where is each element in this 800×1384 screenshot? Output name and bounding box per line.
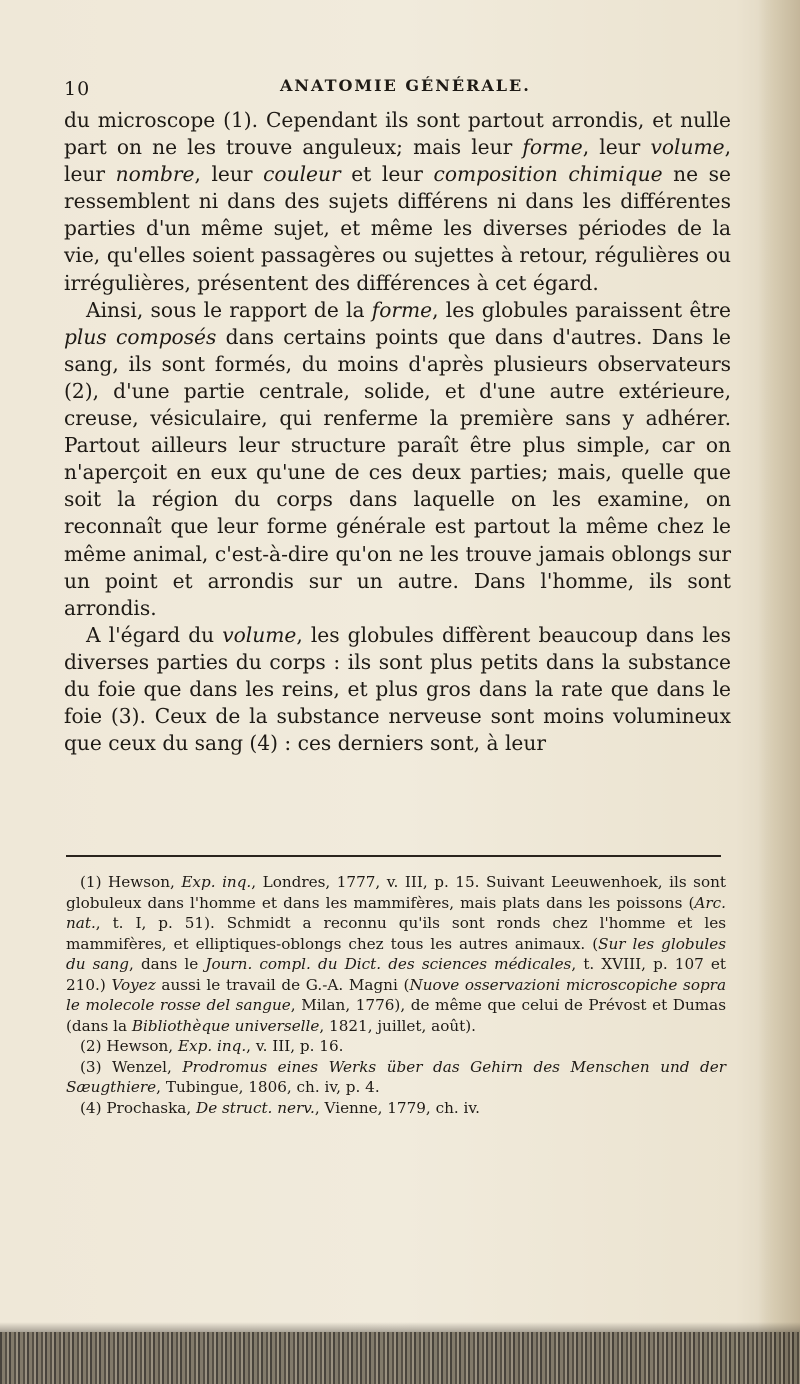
paragraph-2: Ainsi, sous le rapport de la forme, les globules paraissent être plus composés dans certains points que dans d'autres. Dans le sang, ils sont formés, du moins d'après plusieurs observateurs (2), d'une partie centrale, solide, et d'une autre extérieure, creuse, vésiculaire, qui renferme la première sans y adhérer. Partout ailleurs leur structure paraît être plus simple, car on n'aperçoit en eux qu'une de ces deux parties; mais, quelle que soit la région du corps dans laquelle on les examine, on reconnaît que leur forme générale est partout la même chez le même animal, c'est-à-dire qu'on ne les trouve jamais oblongs sur un point et arrondis sur un autre. Dans l'homme, ils sont arrondis. [64, 297, 731, 620]
paragraph-1: du microscope (1). Cependant ils sont partout arrondis, et nulle part on ne les trouve anguleux; mais leur forme, leur volume, leur nombre, leur couleur et leur composition chimique ne se ressemblent ni dans des sujets différens ni dans les différentes parties d'un même sujet, et même les diverses périodes de la vie, qu'elles soient passagères ou sujettes à retour, régulières ou irrégulières, présentent des différences à cet égard. [64, 108, 731, 295]
page-edge-shadow [758, 0, 800, 1384]
running-title: ANATOMIE GÉNÉRALE. [280, 76, 531, 95]
binding-shadow [0, 1322, 800, 1332]
page-number: 10 [64, 78, 91, 100]
paragraph-3: A l'égard du volume, les globules diffèrent beaucoup dans les diverses parties du corps : ils sont plus petits dans la substance du foie que dans les reins, et plus gros dans la rate que dans le foie (3). Ceux de la substance nerveuse sont moins volumineux que ceux du sang (4) : ces derniers sont, à leur [64, 622, 731, 756]
footnotes [66, 872, 726, 1118]
page-header [60, 72, 740, 102]
footnote-divider [66, 855, 721, 857]
footnote-2: (2) Hewson, Exp. inq., v. III, p. 16. [80, 1037, 344, 1055]
main-text [64, 107, 731, 757]
footnote-4: (4) Prochaska, De struct. nerv., Vienne, 1779, ch. iv. [80, 1098, 480, 1117]
book-binding-edge [0, 1332, 800, 1384]
footnote-1: (1) Hewson, Exp. inq., Londres, 1777, v. III, p. 15. Suivant Leeuwenhoek, ils sont globuleux dans l'homme et dans les mammifères, mais plats dans les poissons (Arc. nat., t. I, p. 51). Schmidt a reconnu qu'ils sont ronds chez l'homme et les mammifères, et elliptiques-oblongs chez tous les autres animaux. (Sur les globules du sang, dans le Journ. compl. du Dict. des sciences médicales, t. XVIII, p. 107 et 210.) Voyez aussi le travail de G.-A. Magni (Nuove osservazioni microscopiche sopra le molecole rosse del sangue, Milan, 1776), de même que celui de Prévost et Dumas (dans la Bibliothèque universelle, 1821, juillet, août). [66, 873, 726, 1035]
footnote-3: (3) Wenzel, Prodromus eines Werks über das Gehirn des Menschen und der Sæugthiere, Tubingue, 1806, ch. iv, p. 4. [66, 1057, 726, 1096]
